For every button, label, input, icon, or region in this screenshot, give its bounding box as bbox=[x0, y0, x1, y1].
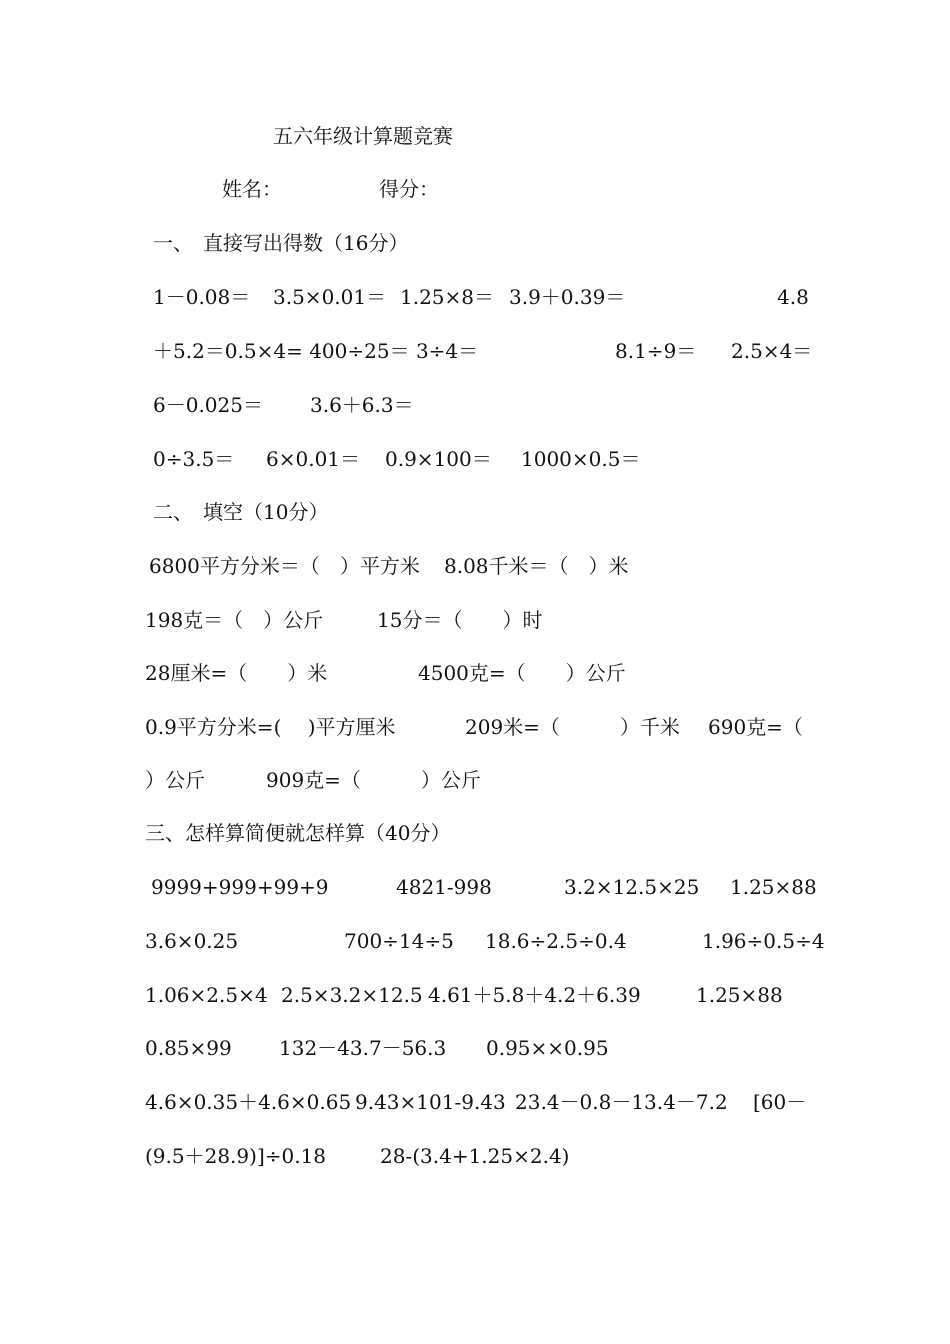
problem: 700÷14÷5 bbox=[344, 929, 454, 953]
problem: ＋5.2＝0.5×4= 400÷25＝ 3÷4＝ bbox=[153, 339, 479, 363]
problem: 690克=（ bbox=[708, 715, 803, 739]
problem: 0.9×100＝ bbox=[385, 447, 492, 471]
problem: 3.5×0.01＝ bbox=[273, 285, 387, 309]
problem: 1.25×88 bbox=[696, 983, 783, 1007]
section1-heading-text: 一、 直接写出得数（16分） bbox=[153, 231, 409, 255]
problem: 9.43×101-9.43 bbox=[355, 1090, 506, 1114]
problem: ）公斤 bbox=[145, 768, 205, 792]
problem: 3.2×12.5×25 bbox=[564, 875, 700, 899]
problem: 23.4－0.8－13.4－7.2 bbox=[515, 1090, 728, 1114]
name-label: 姓名： bbox=[222, 177, 282, 201]
problem: 6800平方分米＝（ ）平方米 bbox=[149, 554, 420, 578]
problem: (9.5＋28.9)]÷0.18 bbox=[145, 1144, 327, 1168]
problem: 0.85×99 bbox=[145, 1036, 232, 1060]
problem: 209米=（ ）千米 bbox=[465, 715, 680, 739]
problem: 8.1÷9＝ bbox=[615, 339, 697, 363]
problem: 1－0.08＝ bbox=[153, 285, 251, 309]
problem: 6×0.01＝ bbox=[266, 447, 361, 471]
section3-heading-text: 三、怎样算简便就怎样算（40分） bbox=[145, 821, 451, 845]
problem: 0÷3.5＝ bbox=[153, 447, 235, 471]
problem: 1.25×88 bbox=[730, 875, 817, 899]
problem: 28厘米=（ ）米 bbox=[145, 661, 328, 685]
problem: 4.61＋5.8＋4.2＋6.39 bbox=[428, 983, 641, 1007]
problem: 15分＝（ ）时 bbox=[377, 608, 543, 632]
problem: 4500克=（ ）公斤 bbox=[418, 661, 626, 685]
score-label: 得分： bbox=[379, 177, 439, 201]
problem: 1.06×2.5×4 bbox=[145, 983, 268, 1007]
problem: 3.6×0.25 bbox=[145, 929, 239, 953]
problem: 0.95××0.95 bbox=[486, 1036, 609, 1060]
problem: 2.5×3.2×12.5 bbox=[281, 983, 423, 1007]
problem: 3.9＋0.39＝ bbox=[509, 285, 626, 309]
problem: 6－0.025＝ bbox=[153, 393, 263, 417]
problem: 9999+999+99+9 bbox=[151, 875, 329, 899]
problem: 2.5×4＝ bbox=[731, 339, 813, 363]
problem: 3.6＋6.3＝ bbox=[310, 393, 414, 417]
problem: 1.96÷0.5÷4 bbox=[702, 929, 825, 953]
problem: 198克＝（ ）公斤 bbox=[145, 608, 324, 632]
title-text: 五六年级计算题竞赛 bbox=[273, 124, 453, 148]
problem: 909克=（ ）公斤 bbox=[266, 768, 481, 792]
section2-heading-text: 二、 填空（10分） bbox=[153, 500, 329, 524]
problem: 28-(3.4+1.25×2.4) bbox=[380, 1144, 570, 1168]
problem: 18.6÷2.5÷0.4 bbox=[485, 929, 627, 953]
problem: 4.6×0.35＋4.6×0.65 bbox=[145, 1090, 352, 1114]
problem: 1000×0.5＝ bbox=[521, 447, 641, 471]
problem: 0.9平方分米=( )平方厘米 bbox=[145, 715, 396, 739]
problem: [60－ bbox=[753, 1090, 807, 1114]
problem: 132－43.7－56.3 bbox=[279, 1036, 447, 1060]
problem: 4.8 bbox=[777, 285, 809, 309]
problem: 1.25×8＝ bbox=[400, 285, 495, 309]
problem: 8.08千米＝（ ）米 bbox=[444, 554, 629, 578]
problem: 4821-998 bbox=[396, 875, 492, 899]
